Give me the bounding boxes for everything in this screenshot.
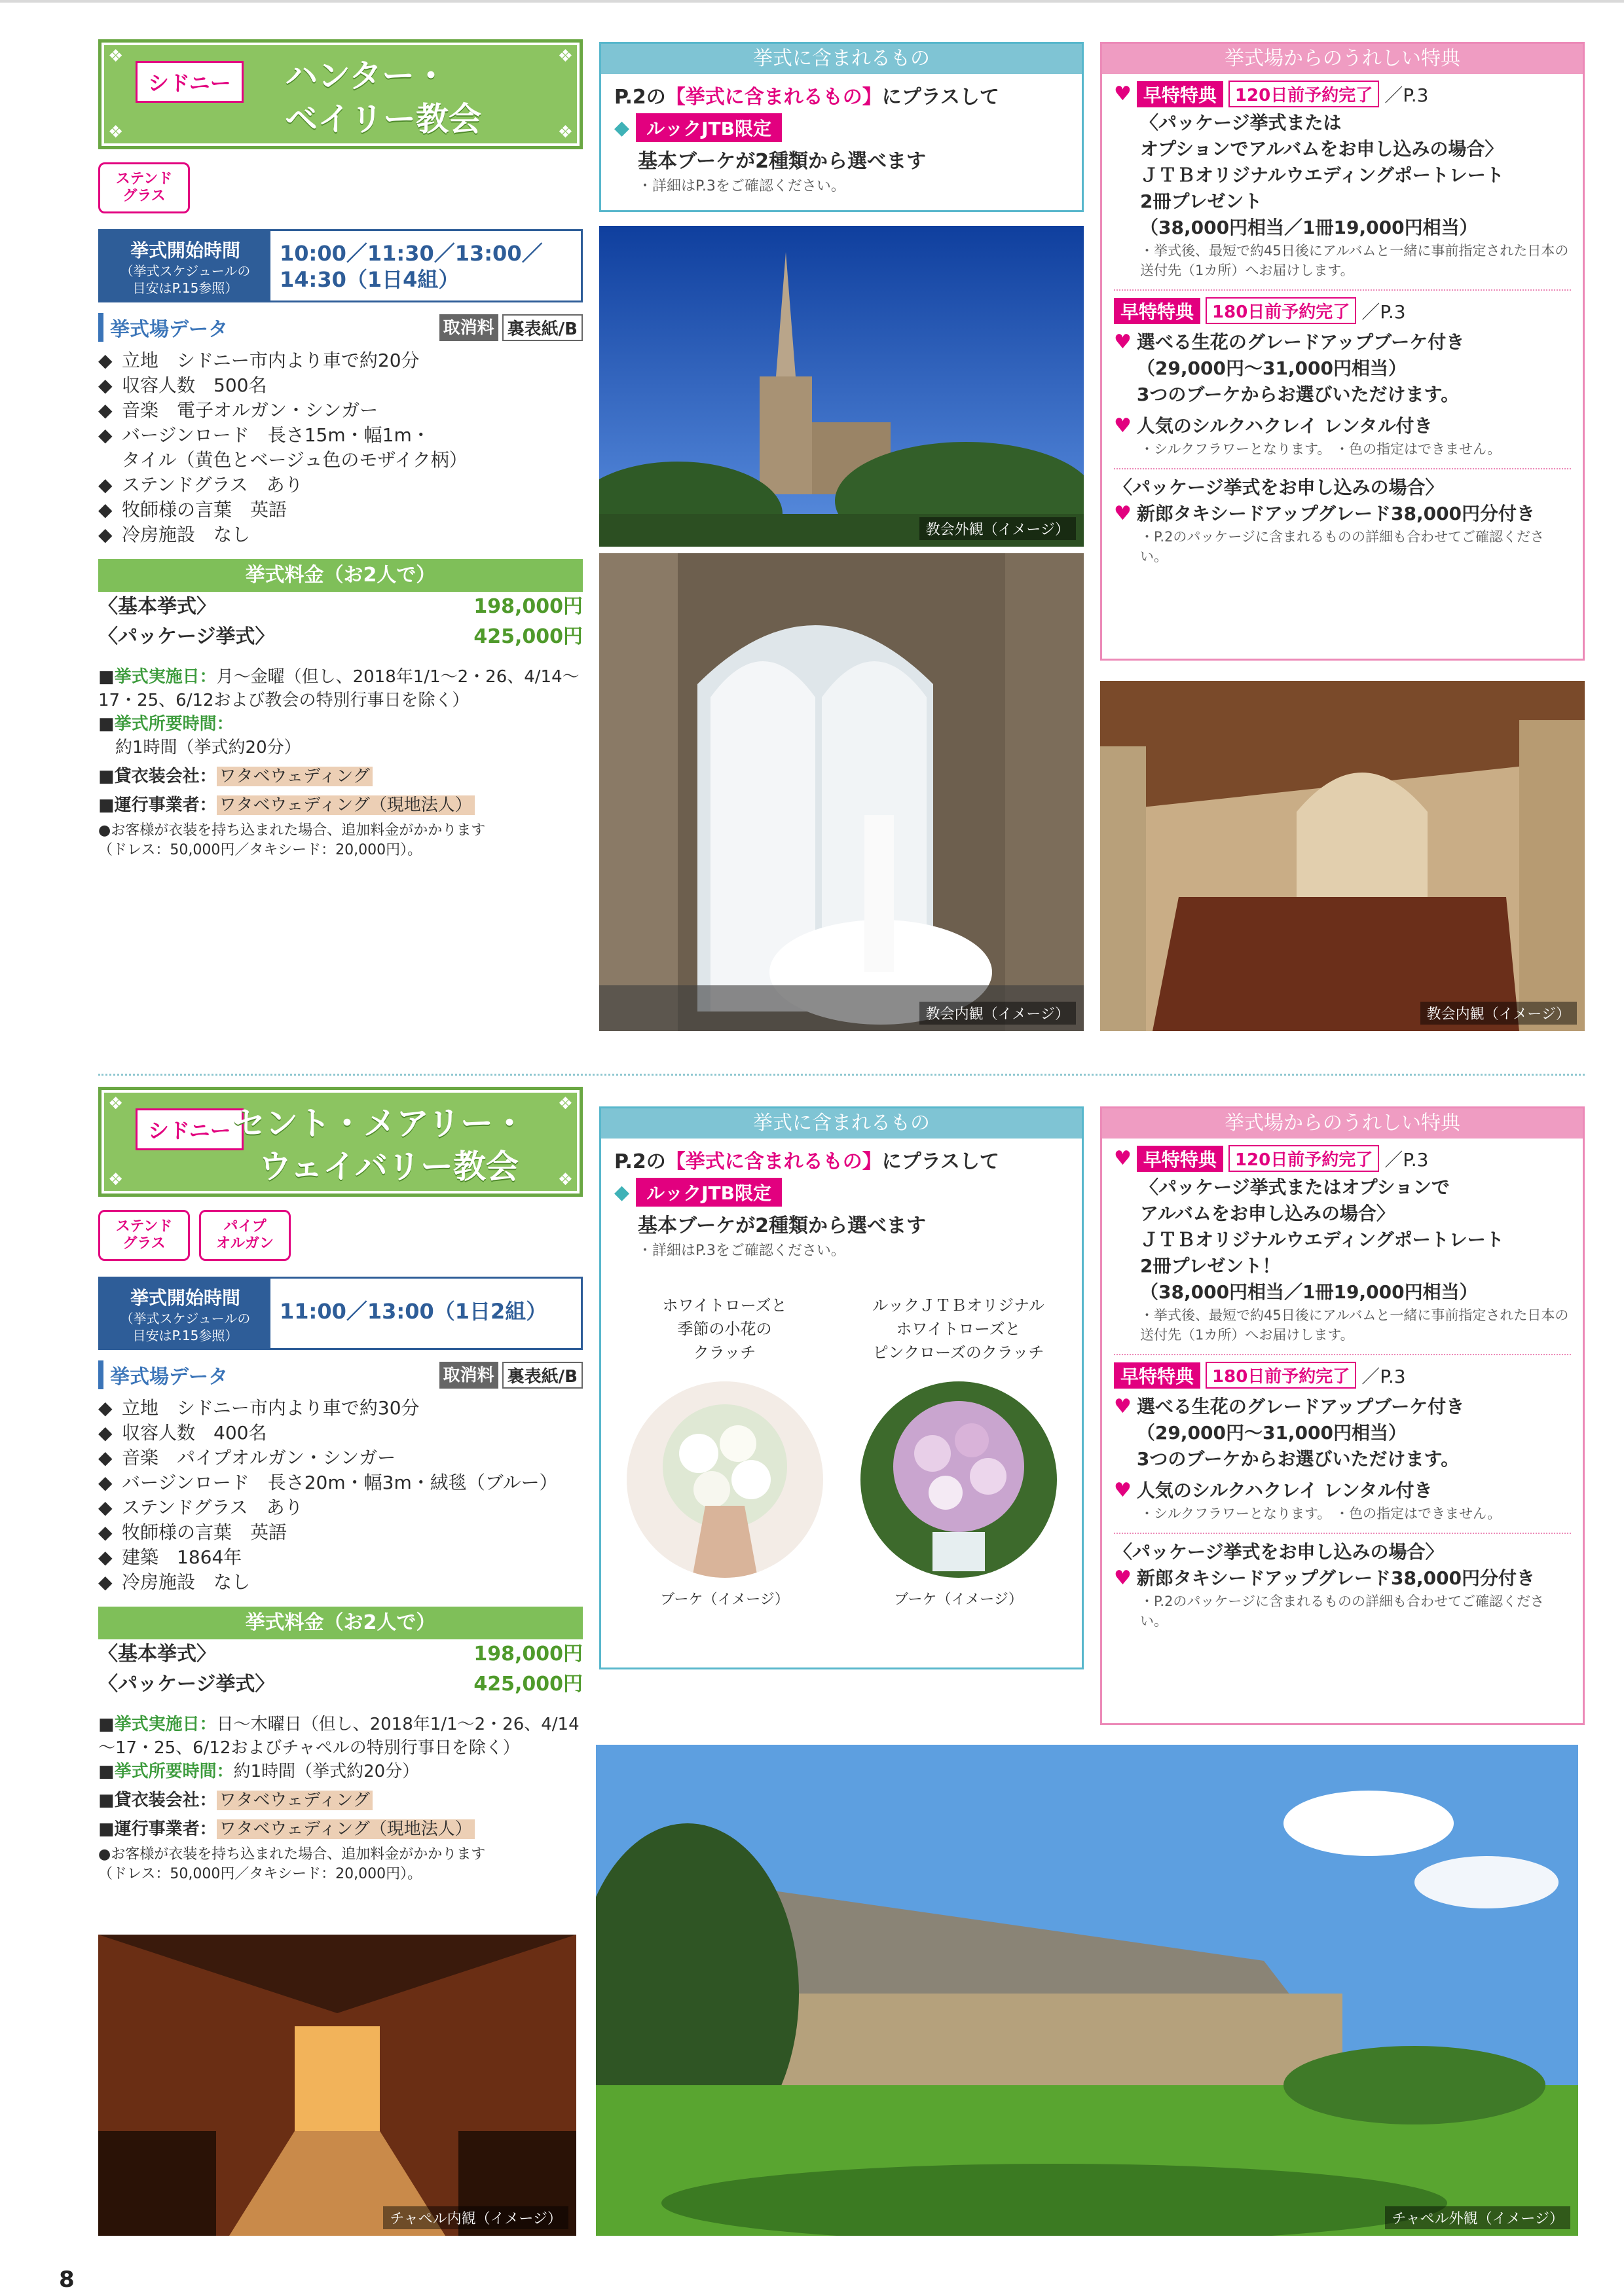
reservation-deadline: 180日前予約完了 [1206,297,1356,324]
plus-key: 【挙式に含まれるもの】 [665,86,882,109]
ceremony-times [270,1279,581,1348]
times-line: 14:30（1日4組） [280,267,460,292]
ornament-icon: ❖ [108,46,124,66]
operator-label: 運行事業者： [114,1819,217,1839]
cancel-fee-ref [439,1362,583,1389]
times-line: 10:00／11:30／13:00／ [280,241,543,266]
photo-caption: 教会外観（イメージ） [919,517,1076,540]
time-label-text: 挙式開始時間 [130,1287,240,1309]
heart-icon: ♥ [1114,502,1132,525]
fee-package-label: 〈パッケージ挙式〉 [98,625,275,648]
diamond-icon: ◆ [614,116,630,139]
portrait-benefit-text: 〈パッケージ挙式または オプションでアルバムをお申し込みの場合〉 ＪＴＢオリジナルウエディングポートレート 2冊プレゼント （38,000円相当／1冊19,000円相当） [1140,112,1504,238]
plus-suffix: にプラスして [881,1150,999,1173]
venue-data-item: ◆ 冷房施設 なし [98,1570,583,1595]
fee-package-row [98,622,583,652]
venue-data-item: ◆ 牧師様の言葉 英語 [98,1520,583,1545]
reservation-deadline: 120日前予約完了 [1228,81,1379,107]
page-ref: ／P.3 [1384,84,1429,106]
ceremony-duration-label: 挙式所要時間： [114,714,234,734]
heart-icon: ♥ [1114,1567,1132,1590]
benefits-panel [1100,42,1585,661]
early-benefit-tag: 早特特典 [1114,1362,1200,1389]
included-heading: 挙式に含まれるもの [601,1108,1082,1139]
venue-data-item: ◆ バージンロード 長さ15m・幅1m・ [98,423,583,448]
page-ref: ／P.3 [1361,301,1406,323]
bouquet-title: ホワイトローズと 季節の小花の クラッチ [662,1296,787,1362]
church-interior-pews-photo [1100,681,1585,1031]
look-jtb-row [601,109,1082,142]
look-jtb-tag: ルックJTB限定 [636,113,782,142]
tuxedo-upgrade-note: ・P.2のパッケージに含まれるものの詳細も合わせてご確認ください。 [1140,529,1545,564]
reservation-deadline: 120日前予約完了 [1228,1145,1379,1172]
photo-caption: チャペル外観（イメージ） [1385,2206,1570,2229]
portrait-benefit-note: ・挙式後、最短で約45日後にアルバムと一緒に事前指定された日本の送付先（1カ所）へお届けします。 [1140,243,1569,278]
ceremony-days-value: 月～金曜（但し、2018年1/1～2・26、4/14～17・25、6/12および教会の特別行事日を除く） [98,667,580,710]
fee-package-value: 425,000円 [473,1673,583,1696]
church-title-banner [98,1087,583,1197]
plus-prefix: P.2の [614,1150,666,1173]
time-note: （挙式スケジュールの [120,1311,251,1326]
heart-icon: ♥ [1114,1395,1132,1418]
ceremony-time-box [98,229,583,302]
feature-tag-stained-glass: ステンド グラス [98,162,190,213]
included-panel [599,42,1084,212]
heart-icon: ♥ [1114,331,1132,354]
look-jtb-tag: ルックJTB限定 [636,1178,782,1207]
portrait-benefit-text: 〈パッケージ挙式またはオプションで アルバムをお申し込みの場合〉 ＪＴＢオリジナルウエディングポートレート 2冊プレゼント！ （38,000円相当／1冊19,000円相当） [1140,1176,1504,1303]
fee-package-label: 〈パッケージ挙式〉 [98,1673,275,1696]
chapel-interior-photo [98,1935,576,2236]
bouquet-upgrade-text: 選べる生花のグレードアップブーケ付き （29,000円～31,000円相当） 3つのブーケからお選びいただけます。 [1136,1396,1465,1470]
time-note: （挙式スケジュールの [120,263,251,279]
cancel-fee-value: 裏表紙/B [502,1362,583,1389]
heart-icon: ♥ [1114,1479,1132,1502]
cancel-fee-value: 裏表紙/B [502,314,583,341]
tuxedo-upgrade-text: 新郎タキシードアップグレード38,000円分付き [1136,1567,1536,1589]
church-name-line1: ハンター・ [285,57,447,95]
page-number: 8 [59,2267,75,2293]
fee-heading: 挙式料金（お2人で） [98,559,583,592]
area-tag: シドニー [136,61,244,103]
tuxedo-upgrade-benefit [1102,1565,1583,1592]
venue-data-item: ◆ ステンドグラス あり [98,473,583,498]
tuxedo-upgrade-text: 新郎タキシードアップグレード38,000円分付き [1136,503,1536,524]
venue-data-item: ◆ 冷房施設 なし [98,522,583,547]
silk-haku-lei-text: 人気のシルクハクレイ レンタル付き [1136,415,1433,437]
time-note: 目安はP.15参照） [132,1328,238,1343]
time-note: 目安はP.15参照） [132,280,238,296]
venue-data-item: ◆ 建築 1864年 [98,1545,583,1570]
church-section-hunter-baillie [0,0,1624,1067]
church-exterior-photo [599,226,1084,547]
bouquet-upgrade-text: 選べる生花のグレードアップブーケ付き （29,000円～31,000円相当） 3つのブーケからお選びいただけます。 [1136,331,1465,405]
plus-prefix: P.2の [614,86,666,109]
silk-haku-lei-benefit [1102,1472,1583,1504]
ceremony-days: ■挙式実施日：月～金曜（但し、2018年1/1～2・26、4/14～17・25、6/12および教会の特別行事日を除く） [98,667,580,710]
feature-tags [98,1210,583,1262]
chapel-exterior-photo [596,1745,1578,2236]
ornament-icon: ❖ [108,122,124,142]
ceremony-notes [98,1713,583,1884]
page-ref: ／P.3 [1361,1365,1406,1387]
early-benefit-180 [1102,1355,1583,1389]
bouquet-option-pink [854,1294,1063,1609]
fee-basic-value: 198,000円 [473,1643,583,1666]
rental-company: ■貸衣装会社： ワタベウェディング [98,765,583,788]
rental-company-value: ワタベウェディング [217,767,373,786]
ceremony-days-label: 挙式実施日： [114,1715,217,1734]
bouquet-choice-text: 基本ブーケが2種類から選べます [638,1214,926,1237]
venue-data-item: ◆ 立地 シドニー市内より車で約20分 [98,348,583,373]
ceremony-duration: ■挙式所要時間： [98,714,234,734]
venue-data-item: ◆ バージンロード 長さ20m・幅3m・絨毯（ブルー） [98,1470,583,1495]
bouquet-options [601,1267,1082,1622]
ceremony-duration-value: 約1時間（挙式約20分） [233,1762,420,1781]
venue-data-heading: 挙式場データ [98,313,228,342]
ceremony-duration: ■挙式所要時間：約1時間（挙式約20分） [98,1762,420,1781]
operator-label: 運行事業者： [114,795,217,815]
fee-basic-value: 198,000円 [473,595,583,618]
venue-data-item: ◆ 収容人数 500名 [98,373,583,398]
package-benefit-heading: 〈パッケージ挙式をお申し込みの場合〉 [1114,1541,1444,1563]
ceremony-time-label [100,231,270,301]
fee-package-value: 425,000円 [473,625,583,648]
venue-data-header [98,313,583,342]
bouquet-caption: ブーケ（イメージ） [660,1592,789,1608]
feature-tag-stained-glass: ステンド グラス [98,1210,190,1261]
cancel-fee-label: 取消料 [439,314,498,341]
rental-company-label: 貸衣装会社： [114,767,217,786]
plus-key: 【挙式に含まれるもの】 [665,1150,882,1173]
feature-tags [98,162,583,215]
church-name [285,54,481,141]
church-name [232,1102,526,1188]
fee-basic-row [98,592,583,622]
church-title-banner [98,39,583,149]
ceremony-days-label: 挙式実施日： [114,667,217,687]
ornament-icon: ❖ [557,122,573,142]
silk-haku-lei-note: ・シルクフラワーとなります。 ・色の指定はできません。 [1140,1506,1502,1522]
look-jtb-row [601,1174,1082,1207]
fee-basic-label: 〈基本挙式〉 [98,1643,216,1666]
portrait-benefit-note: ・挙式後、最短で約45日後にアルバムと一緒に事前指定された日本の送付先（1カ所）へお届けします。 [1140,1307,1569,1343]
heart-icon: ♥ [1114,1147,1132,1170]
venue-data-item: ◆ 立地 シドニー市内より車で約30分 [98,1396,583,1421]
costume-note: ●お客様が衣装を持ち込まれた場合、追加料金がかかります [98,822,486,839]
cancel-fee-label: 取消料 [439,1362,498,1389]
rental-company-label: 貸衣装会社： [114,1791,217,1810]
tuxedo-upgrade-note: ・P.2のパッケージに含まれるものの詳細も合わせてご確認ください。 [1140,1594,1545,1629]
area-tag: シドニー [136,1108,244,1150]
venue-data-item: ◆ 牧師様の言葉 英語 [98,498,583,522]
silk-haku-lei-text: 人気のシルクハクレイ レンタル付き [1136,1480,1433,1501]
venue-data-header [98,1360,583,1389]
heart-icon: ♥ [1114,414,1132,437]
section-divider [98,1074,1585,1076]
early-benefit-120 [1102,1139,1583,1172]
heart-icon: ♥ [1114,82,1132,105]
venue-data-item: ◆ 音楽 電子オルガン・シンガー [98,398,583,423]
rental-company-value: ワタベウェディング [217,1791,373,1810]
package-benefit-heading: 〈パッケージ挙式をお申し込みの場合〉 [1114,477,1444,498]
ceremony-duration-label: 挙式所要時間： [114,1762,234,1781]
early-benefit-tag: 早特特典 [1137,81,1223,107]
venue-data-item: ◆ 音楽 パイプオルガン・シンガー [98,1446,583,1470]
photo-caption: チャペル内観（イメージ） [383,2206,568,2229]
bouquet-upgrade-benefit [1102,1389,1583,1472]
church-section-st-marys-waverley [0,1087,1624,2259]
feature-tag-pipe-organ: パイプ オルガン [199,1210,291,1261]
operator-value: ワタベウェディング（現地法人） [217,1819,475,1839]
bouquet-choice-text: 基本ブーケが2種類から選べます [638,150,926,173]
silk-haku-lei-benefit [1102,408,1583,439]
photo-caption: 教会内観（イメージ） [919,1002,1076,1025]
church-info-column [98,1087,583,1884]
white-bouquet-image [627,1381,823,1578]
photo-caption: 教会内観（イメージ） [1420,1002,1577,1025]
ceremony-days: ■挙式実施日：日～木曜日（但し、2018年1/1～2・26、4/14～17・25、6/12およびチャペルの特別行事日を除く） [98,1715,580,1758]
church-name-line2: ベイリー教会 [285,100,481,138]
plus-suffix: にプラスして [881,86,999,109]
venue-data-list [98,1396,583,1595]
silk-haku-lei-note: ・シルクフラワーとなります。 ・色の指定はできません。 [1140,441,1502,457]
venue-data-item: ◆ ステンドグラス あり [98,1495,583,1520]
costume-note: （ドレス：50,000円／タキシード：20,000円）。 [98,842,422,858]
ornament-icon: ❖ [557,1094,573,1114]
detail-ref-note: ・詳細はP.3をご確認ください。 [638,178,845,194]
page-ref: ／P.3 [1384,1148,1429,1171]
detail-ref-note: ・詳細はP.3をご確認ください。 [638,1243,845,1259]
venue-data-list [98,348,583,547]
church-info-column [98,39,583,860]
bouquet-upgrade-benefit [1102,324,1583,408]
operator-value: ワタベウェディング（現地法人） [217,795,475,815]
church-name-line1: セント・メアリー・ [232,1104,526,1142]
operator: ■運行事業者： ワタベウェディング（現地法人） [98,793,583,817]
fee-package-row [98,1669,583,1700]
ceremony-notes [98,665,583,860]
bouquet-title: ルックＪＴＢオリジナル ホワイトローズと ピンクローズのクラッチ [872,1296,1044,1362]
ceremony-time-label [100,1279,270,1348]
benefits-heading: 挙式場からのうれしい特典 [1102,44,1583,74]
benefits-heading: 挙式場からのうれしい特典 [1102,1108,1583,1139]
tuxedo-upgrade-benefit [1102,501,1583,527]
ceremony-time-box [98,1277,583,1350]
diamond-icon: ◆ [614,1180,630,1204]
bouquet-caption: ブーケ（イメージ） [894,1592,1023,1608]
bouquet-option-white [620,1294,830,1609]
early-benefit-120 [1102,74,1583,107]
cancel-fee-ref [439,314,583,341]
operator: ■運行事業者： ワタベウェディング（現地法人） [98,1817,583,1841]
rental-company: ■貸衣装会社： ワタベウェディング [98,1789,583,1812]
venue-data-heading: 挙式場データ [98,1360,228,1389]
fee-basic-row [98,1639,583,1669]
venue-data-item: ◆ 収容人数 400名 [98,1421,583,1446]
venue-data-item-continued: タイル（黄色とベージュ色のモザイク柄） [122,449,468,471]
fee-basic-label: 〈基本挙式〉 [98,595,216,618]
early-benefit-tag: 早特特典 [1114,298,1200,324]
pink-bouquet-image [860,1381,1057,1578]
early-benefit-180 [1102,291,1583,324]
fee-heading: 挙式料金（お2人で） [98,1607,583,1639]
costume-note: ●お客様が衣装を持ち込まれた場合、追加料金がかかります [98,1846,486,1863]
ornament-icon: ❖ [108,1170,124,1190]
church-interior-bride-photo [599,553,1084,1031]
ornament-icon: ❖ [557,46,573,66]
costume-note: （ドレス：50,000円／タキシード：20,000円）。 [98,1866,422,1882]
ceremony-days-value: 日～木曜日（但し、2018年1/1～2・26、4/14～17・25、6/12およびチャペルの特別行事日を除く） [98,1715,580,1758]
ornament-icon: ❖ [557,1170,573,1190]
ceremony-times [270,231,581,301]
church-name-line2: ウェイバリー教会 [259,1148,519,1186]
plus-line [601,1139,1082,1174]
time-label-text: 挙式開始時間 [130,240,240,261]
early-benefit-tag: 早特特典 [1137,1146,1223,1172]
times-line: 11:00／13:00（1日2組） [280,1299,547,1324]
plus-line [601,74,1082,109]
benefits-panel [1100,1106,1585,1725]
reservation-deadline: 180日前予約完了 [1206,1362,1356,1389]
ceremony-duration-value: 約1時間（挙式約20分） [115,738,301,757]
included-panel [599,1106,1084,1669]
ornament-icon: ❖ [108,1094,124,1114]
included-heading: 挙式に含まれるもの [601,44,1082,74]
